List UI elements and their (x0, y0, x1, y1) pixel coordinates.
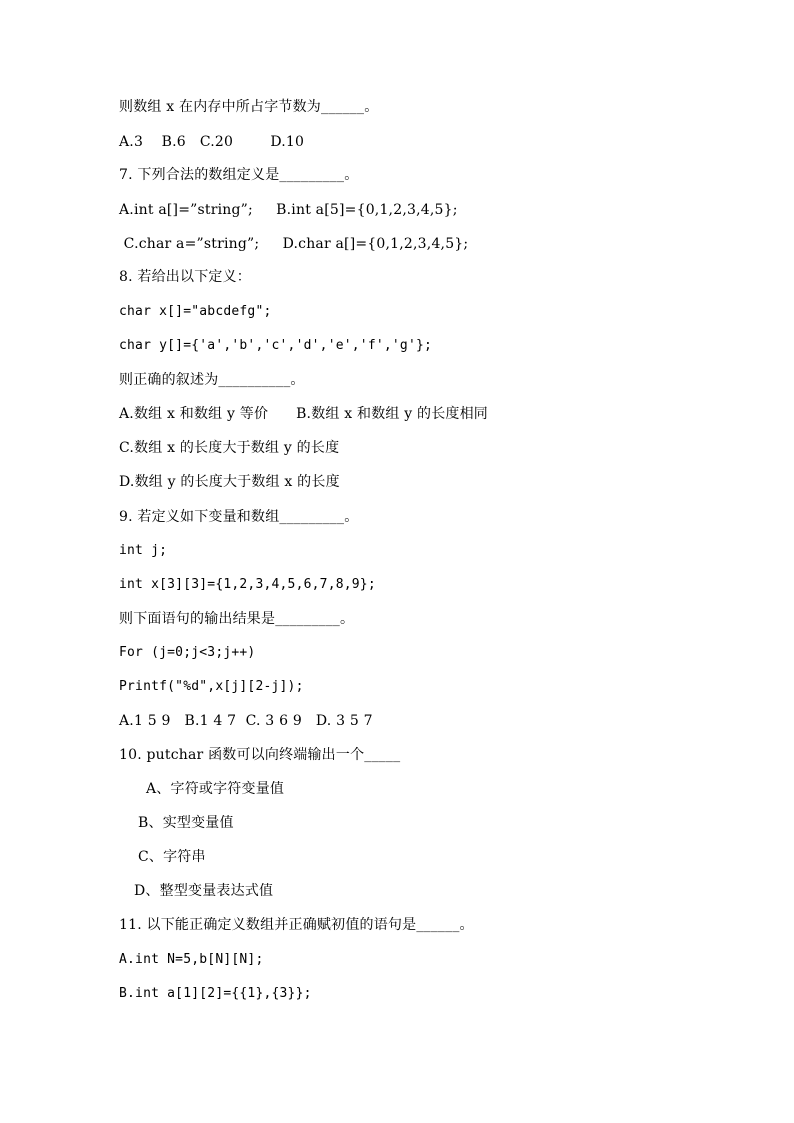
code-line-int-j: int j; (119, 543, 168, 558)
code-line-for-loop: For (j=0;j<3;j++) (119, 645, 256, 660)
text-line-q7-options-ab: A.int a[]=”string”; B.int a[5]={0,1,2,3,4,5}; (119, 202, 458, 218)
text-line-q9-options: A.1 5 9 B.1 4 7 C. 3 6 9 D. 3 5 7 (119, 713, 373, 729)
text-line-q10-option-a: A、字符或字符变量值 (146, 781, 285, 797)
text-line-array-x-bytes: 则数组 x 在内存中所占字节数为______。 (119, 99, 379, 115)
text-line-q8-title: 8. 若给出以下定义： (119, 269, 252, 285)
text-line-q6-options: A.3 B.6 C.20 D.10 (119, 134, 305, 150)
text-line-q7-options-cd: C.char a=”string”; D.char a[]={0,1,2,3,4,5}; (119, 236, 469, 252)
text-line-q8-option-c: C.数组 x 的长度大于数组 y 的长度 (119, 440, 340, 456)
text-line-q11-title: 11. 以下能正确定义数组并正确赋初值的语句是______。 (119, 917, 474, 933)
text-line-q8-option-d: D.数组 y 的长度大于数组 x 的长度 (119, 474, 340, 490)
text-line-q10-title: 10. putchar 函数可以向终端输出一个_____ (119, 747, 401, 763)
code-line-int-x: int x[3][3]={1,2,3,4,5,6,7,8,9}; (119, 577, 376, 592)
text-line-q8-options-ab: A.数组 x 和数组 y 等价 B.数组 x 和数组 y 的长度相同 (119, 406, 489, 422)
text-line-q10-option-d: D、整型变量表达式值 (134, 883, 274, 899)
text-line-q9-prompt: 则下面语句的输出结果是_________。 (119, 611, 355, 627)
text-line-q10-option-c: C、字符串 (138, 849, 206, 865)
code-line-char-y: char y[]={'a','b','c','d','e','f','g'}; (119, 338, 433, 353)
text-line-q8-prompt: 则正确的叙述为__________。 (119, 372, 305, 388)
code-line-printf: Printf("%d",x[j][2-j]); (119, 679, 304, 694)
text-line-q11-option-b: B.int a[1][2]={{1},{3}}; (119, 986, 312, 1001)
text-line-q10-option-b: B、实型变量值 (138, 815, 234, 831)
text-line-q7-title: 7. 下列合法的数组定义是_________。 (119, 167, 359, 183)
code-line-char-x: char x[]="abcdefg"; (119, 304, 272, 319)
text-line-q9-title: 9. 若定义如下变量和数组_________。 (119, 509, 359, 525)
text-line-q11-option-a: A.int N=5,b[N][N]; (119, 952, 264, 967)
